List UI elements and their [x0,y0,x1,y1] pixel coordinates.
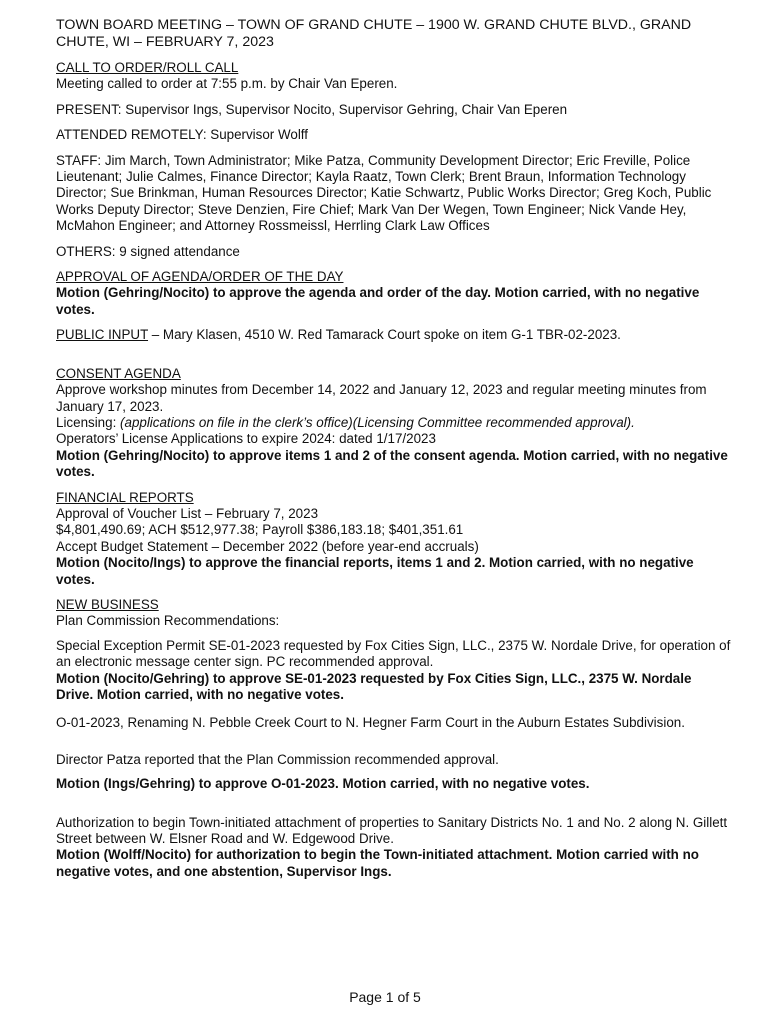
approval-agenda-motion: Motion (Gehring/Nocito) to approve the agenda and order of the day. Motion carried, with no negative votes. [56,285,700,317]
financial-reports-line-3: Accept Budget Statement – December 2022 (before year-end accruals) [56,538,479,554]
page-number: Page 1 of 5 [349,989,421,1005]
financial-reports-motion: Motion (Nocito/Ings) to approve the financial reports, items 1 and 2. Motion carried, with no negative votes. [56,555,694,587]
new-business-motion-2: Motion (Ings/Gehring) to approve O-01-2023. Motion carried, with no negative votes. [56,776,590,792]
staff-paragraph: STAFF: Jim March, Town Administrator; Mike Patza, Community Development Director; Eric Freville, Police Lieutenant; Julie Calmes, Finance Director; Kayla Raatz, Town Clerk; Brent Braun, Information Technology Director; Sue Brinkman, Human Resources Director; Katie Schwartz, Public Works Director; Greg Koch, Public Works Deputy Director; Steve Denzien, Fire Chief; Mark Van Der Wegen, Town Engineer; Nick Vande Hey, McMahon Engineer; and Attorney Rossmeissl, Herrling Clark Law Offices [56,152,712,234]
new-business-item-2: O-01-2023, Renaming N. Pebble Creek Court to N. Hegner Farm Court in the Auburn Estates Subdivision. [56,715,685,731]
consent-agenda-licensing [56,415,732,431]
public-input-text: – Mary Klasen, 4510 W. Red Tamarack Court spoke on item G-1 TBR-02-2023. [148,327,621,343]
attended-remotely-line: ATTENDED REMOTELY: Supervisor Wolff [56,127,309,143]
call-to-order-text: Meeting called to order at 7:55 p.m. by Chair Van Eperen. [56,76,398,92]
others-line: OTHERS: 9 signed attendance [56,243,240,259]
consent-agenda-item-3: Operators’ License Applications to expire 2024: dated 1/17/2023 [56,431,436,447]
approval-agenda-heading: APPROVAL OF AGENDA/ORDER OF THE DAY [56,269,344,285]
financial-reports-heading: FINANCIAL REPORTS [56,489,194,505]
new-business-item-1: Special Exception Permit SE-01-2023 requested by Fox Cities Sign, LLC., 2375 W. Nordale Drive, for operation of an electronic message center sign. PC recommended approval. [56,637,731,670]
document-page [56,17,732,880]
consent-agenda-heading: CONSENT AGENDA [56,365,181,381]
new-business-item-2-report: Director Patza reported that the Plan Commission recommended approval. [56,751,499,767]
financial-reports-line-2: $4,801,490.69; ACH $512,977.38; Payroll $386,183.18; $401,351.61 [56,522,464,538]
consent-agenda-item-1: Approve workshop minutes from December 14, 2022 and January 12, 2023 and regular meeting minutes from January 17, 2023. [56,382,707,414]
licensing-note: (applications on file in the clerk’s office)(Licensing Committee recommended approval). [120,414,635,430]
new-business-subheading: Plan Commission Recommendations: [56,613,280,629]
financial-reports-line-1: Approval of Voucher List – February 7, 2023 [56,505,319,521]
present-line: PRESENT: Supervisor Ings, Supervisor Nocito, Supervisor Gehring, Chair Van Eperen [56,101,568,117]
new-business-item-3: Authorization to begin Town-initiated attachment of properties to Sanitary Districts No. 1 and No. 2 along N. Gillett Street between W. Elsner Road and W. Edgewood Drive. [56,814,728,847]
public-input-paragraph [56,327,732,343]
new-business-motion-1: Motion (Nocito/Gehring) to approve SE-01-2023 requested by Fox Cities Sign, LLC., 2375 W. Nordale Drive. Motion carried, with no negative votes. [56,670,692,702]
new-business-motion-3: Motion (Wolff/Nocito) for authorization to begin the Town-initiated attachment. Motion carried with no negative votes, and one abstention, Supervisor Ings. [56,847,699,879]
consent-agenda-motion: Motion (Gehring/Nocito) to approve items 1 and 2 of the consent agenda. Motion carried, with no negative votes. [56,447,728,480]
licensing-label: Licensing: [56,414,121,430]
new-business-heading: NEW BUSINESS [56,596,159,612]
document-title: TOWN BOARD MEETING – TOWN OF GRAND CHUTE – 1900 W. GRAND CHUTE BLVD., GRAND CHUTE, WI – FEBRUARY 7, 2023 [56,17,692,50]
call-to-order-heading: CALL TO ORDER/ROLL CALL [56,60,239,75]
public-input-heading: PUBLIC INPUT [56,327,149,343]
